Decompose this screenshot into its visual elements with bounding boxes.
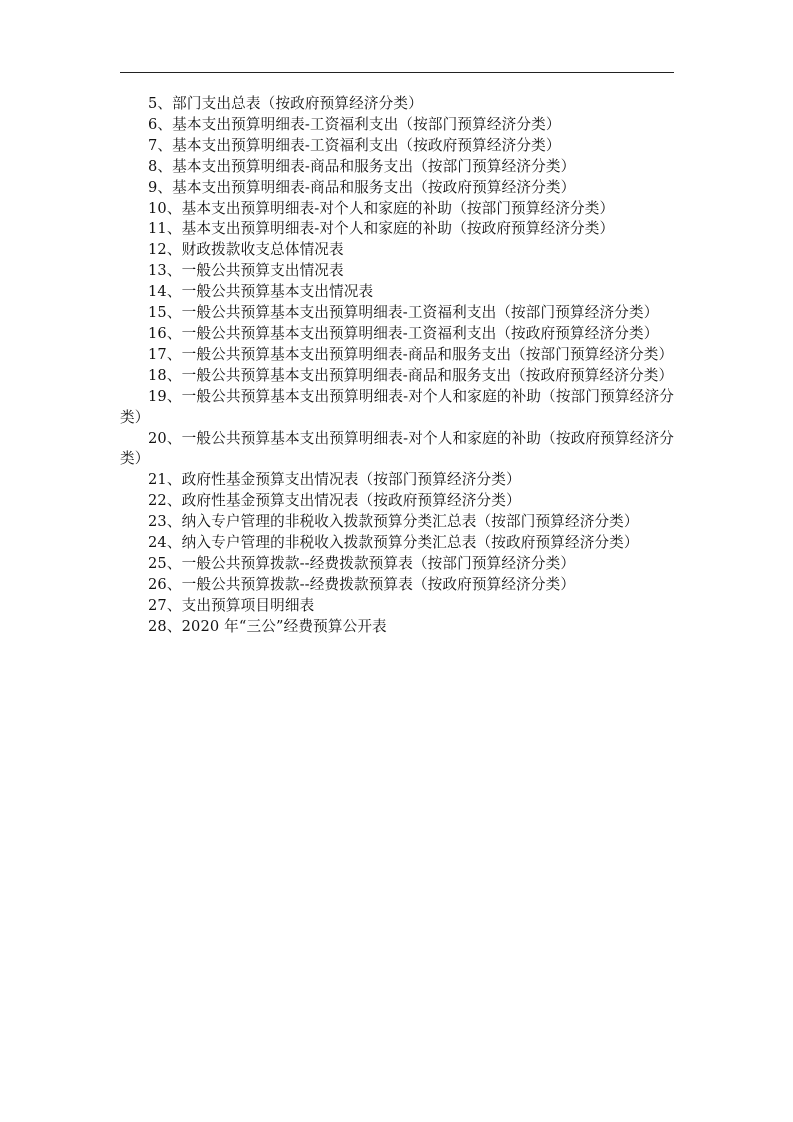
toc-item: 23、纳入专户管理的非税收入拨款预算分类汇总表（按部门预算经济分类） [148,513,639,531]
toc-item: 19、一般公共预算基本支出预算明细表-对个人和家庭的补助（按部门预算经济分类） [120,387,674,426]
toc-item: 17、一般公共预算基本支出预算明细表-商品和服务支出（按部门预算经济分类） [148,345,674,363]
toc-item: 14、一般公共预算基本支出情况表 [148,283,374,301]
toc-item: 12、财政拨款收支总体情况表 [148,241,344,259]
toc-item: 6、基本支出预算明细表-工资福利支出（按部门预算经济分类） [148,115,561,133]
toc-item: 24、纳入专户管理的非税收入拨款预算分类汇总表（按政府预算经济分类） [148,534,639,552]
toc-item: 28、2020 年“三公”经费预算公开表 [148,617,387,635]
header-rule [120,72,674,73]
toc-item: 27、支出预算项目明细表 [148,596,315,614]
toc-item: 5、部门支出总表（按政府预算经济分类） [148,95,423,112]
toc-item: 20、一般公共预算基本支出预算明细表-对个人和家庭的补助（按政府预算经济分类） [120,429,674,468]
toc-item: 7、基本支出预算明细表-工资福利支出（按政府预算经济分类） [148,136,561,154]
toc-item: 22、政府性基金预算支出情况表（按政府预算经济分类） [148,492,521,510]
toc-item: 11、基本支出预算明细表-对个人和家庭的补助（按政府预算经济分类） [148,220,615,238]
toc-item: 18、一般公共预算基本支出预算明细表-商品和服务支出（按政府预算经济分类） [148,366,674,384]
toc-item: 13、一般公共预算支出情况表 [148,262,344,280]
toc-item: 21、政府性基金预算支出情况表（按部门预算经济分类） [148,471,521,489]
toc-item: 16、一般公共预算基本支出预算明细表-工资福利支出（按政府预算经济分类） [148,324,659,342]
toc-item: 9、基本支出预算明细表-商品和服务支出（按政府预算经济分类） [148,178,576,196]
toc-item: 26、一般公共预算拨款--经费拨款预算表（按政府预算经济分类） [148,575,576,593]
toc-item: 25、一般公共预算拨款--经费拨款预算表（按部门预算经济分类） [148,554,576,572]
toc-item: 15、一般公共预算基本支出预算明细表-工资福利支出（按部门预算经济分类） [148,304,659,322]
toc-item: 8、基本支出预算明细表-商品和服务支出（按部门预算经济分类） [148,157,576,175]
toc-item: 10、基本支出预算明细表-对个人和家庭的补助（按部门预算经济分类） [148,199,615,217]
table-of-contents [120,94,674,638]
